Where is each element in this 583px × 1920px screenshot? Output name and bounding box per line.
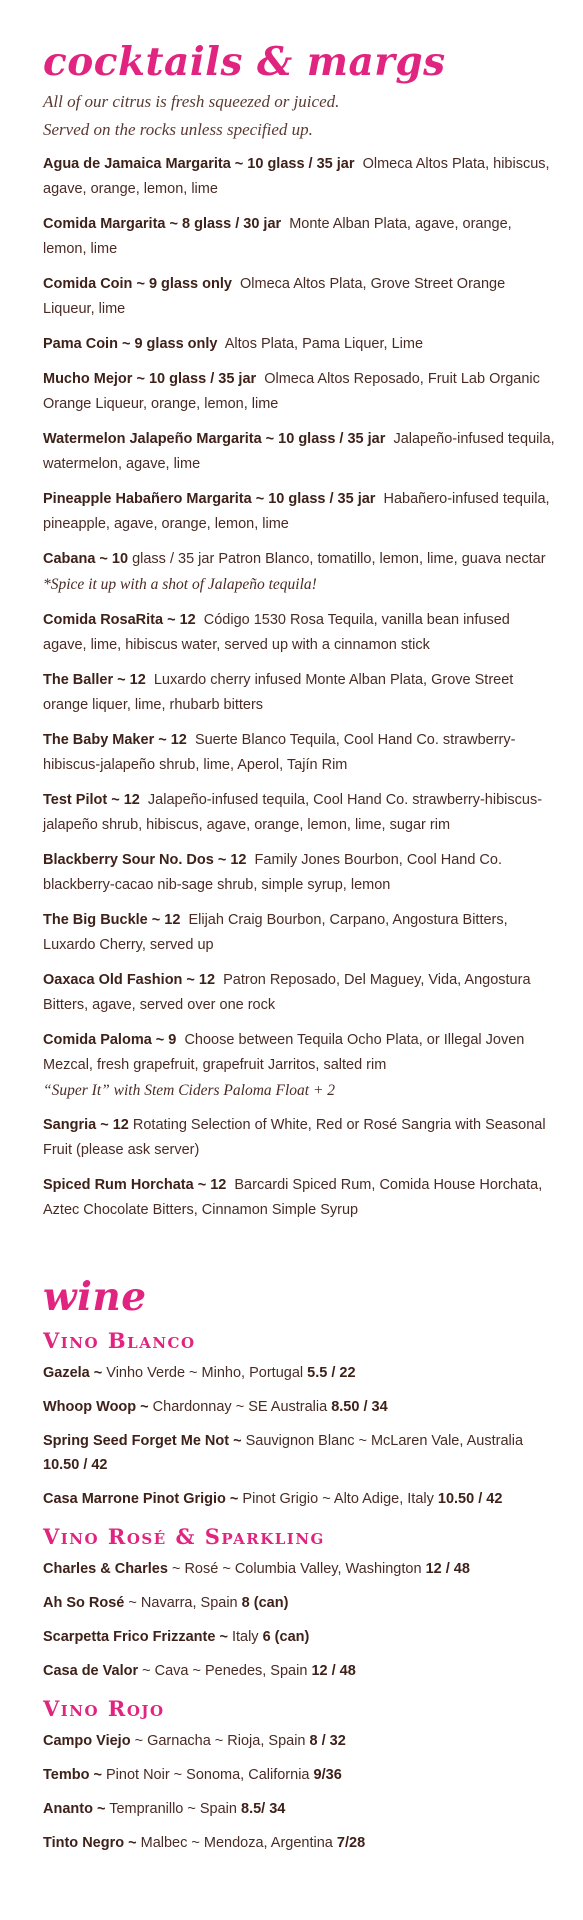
item-description: Monte Alban Plata, agave, orange, lemon, lime — [43, 216, 512, 257]
menu-item — [43, 608, 557, 658]
wine-item — [43, 1361, 557, 1385]
item-name: Watermelon Jalapeño Margarita ~ 10 glass / 35 jar — [43, 431, 386, 447]
item-description: Patron Reposado, Del Maguey, Vida, Angostura Bitters, agave, served over one rock — [43, 972, 531, 1013]
item-name: Comida Paloma ~ 9 — [43, 1032, 177, 1048]
item-name: Comida Margarita ~ 8 glass / 30 jar — [43, 216, 282, 232]
wine-name: Scarpetta Frico Frizzante ~ — [43, 1629, 228, 1645]
item-name: Test Pilot ~ 12 — [43, 792, 140, 808]
item-description: Jalapeño-infused tequila, watermelon, agave, lime — [43, 431, 555, 472]
item-name: Sangria ~ 12 — [43, 1117, 129, 1133]
wine-description: Pinot Grigio ~ Alto Adige, Italy — [242, 1491, 434, 1507]
wine-description: Vinho Verde ~ Minho, Portugal — [106, 1365, 304, 1381]
wine-description: ~ Rosé ~ Columbia Valley, Washington — [171, 1561, 422, 1577]
item-name: Pama Coin ~ 9 glass only — [43, 336, 218, 352]
wine-price: 9/36 — [313, 1767, 342, 1783]
item-description: Rotating Selection of White, Red or Rosé Sangria with Seasonal Fruit (please ask server) — [43, 1117, 546, 1158]
wine-description: Sauvignon Blanc ~ McLaren Vale, Australia — [245, 1433, 524, 1449]
item-description: Código 1530 Rosa Tequila, vanilla bean infused agave, lime, hibiscus water, served up with a cinnamon stick — [43, 612, 510, 653]
item-name: Spiced Rum Horchata ~ 12 — [43, 1177, 227, 1193]
cocktails-section — [43, 38, 557, 1233]
menu-item — [43, 1028, 557, 1103]
wine-price: 8.50 / 34 — [331, 1399, 388, 1415]
wine-title: wine — [43, 1274, 147, 1320]
wine-price: 8.5/ 34 — [241, 1801, 286, 1817]
wine-item — [43, 1797, 557, 1821]
wine-item — [43, 1831, 557, 1855]
menu-item — [43, 272, 557, 322]
cocktails-title: cocktails & margs — [43, 39, 446, 85]
wine-item — [43, 1591, 557, 1615]
menu-item — [43, 152, 557, 202]
item-name: Blackberry Sour No. Dos ~ 12 — [43, 852, 247, 868]
citrus-note: All of our citrus is fresh squeezed or juiced. — [43, 92, 340, 111]
item-description: Habañero-infused tequila, pineapple, agave, orange, lemon, lime — [43, 491, 550, 532]
wine-price: 12 / 48 — [311, 1663, 356, 1679]
wine-section — [43, 1273, 557, 1865]
cocktail-notes — [43, 88, 557, 144]
menu-item — [43, 908, 557, 958]
wine-name: Ananto ~ — [43, 1801, 106, 1817]
wine-price: 5.5 / 22 — [307, 1365, 356, 1381]
item-upgrade-note: “Super It” with Stem Ciders Paloma Float + 2 — [43, 1082, 336, 1099]
item-name: Comida RosaRita ~ 12 — [43, 612, 196, 628]
item-name: Cabana ~ 10 — [43, 551, 129, 567]
item-spice-note: *Spice it up with a shot of Jalapeño tequila! — [43, 576, 317, 593]
menu-item — [43, 1113, 557, 1163]
item-description: Olmeca Altos Plata, Grove Street Orange Liqueur, lime — [43, 276, 506, 317]
wine-price: 8 (can) — [241, 1595, 289, 1611]
menu-item — [43, 1173, 557, 1223]
wine-item — [43, 1625, 557, 1649]
menu-item — [43, 212, 557, 262]
wine-name: Casa Marrone Pinot Grigio ~ — [43, 1491, 239, 1507]
serving-note: Served on the rocks unless specified up. — [43, 120, 313, 139]
wine-description: Chardonnay ~ SE Australia — [152, 1399, 328, 1415]
wine-item — [43, 1763, 557, 1787]
item-name: The Baby Maker ~ 12 — [43, 732, 187, 748]
wine-item — [43, 1557, 557, 1581]
vino-blanco-heading: Vino Blanco — [43, 1328, 196, 1353]
wine-price: 8 / 32 — [309, 1733, 346, 1749]
wine-name: Campo Viejo — [43, 1733, 131, 1749]
wine-price: 7/28 — [336, 1835, 366, 1851]
item-description: Family Jones Bourbon, Cool Hand Co. blackberry-cacao nib-sage shrub, simple syrup, lemon — [43, 852, 502, 893]
item-name: Comida Coin ~ 9 glass only — [43, 276, 232, 292]
menu-item — [43, 427, 557, 477]
menu-item — [43, 367, 557, 417]
menu-item — [43, 487, 557, 537]
item-description: Altos Plata, Pama Liquer, Lime — [224, 336, 424, 352]
wine-item — [43, 1487, 557, 1511]
item-description: Barcardi Spiced Rum, Comida House Horchata, Aztec Chocolate Bitters, Cinnamon Simple Syrup — [43, 1177, 543, 1218]
wine-description: Tempranillo ~ Spain — [109, 1801, 237, 1817]
menu-item — [43, 547, 557, 598]
wine-description: ~ Navarra, Spain — [128, 1595, 238, 1611]
vino-rojo-heading: Vino Rojo — [43, 1696, 165, 1721]
item-description: Olmeca Altos Plata, hibiscus, agave, orange, lemon, lime — [43, 156, 550, 197]
wine-description: Malbec ~ Mendoza, Argentina — [140, 1835, 333, 1851]
wine-description: ~ Cava ~ Penedes, Spain — [142, 1663, 308, 1679]
wine-name: Gazela ~ — [43, 1365, 103, 1381]
menu-item — [43, 788, 557, 838]
wine-name: Casa de Valor — [43, 1663, 139, 1679]
item-name: Mucho Mejor ~ 10 glass / 35 jar — [43, 371, 257, 387]
wine-name: Charles & Charles — [43, 1561, 168, 1577]
menu-item — [43, 668, 557, 718]
menu-item — [43, 728, 557, 778]
vino-rose-sparkling-heading: Vino Rosé & Sparkling — [43, 1524, 325, 1549]
wine-item — [43, 1659, 557, 1683]
item-name: Pineapple Habañero Margarita ~ 10 glass / 35 jar — [43, 491, 376, 507]
item-description: Luxardo cherry infused Monte Alban Plata, Grove Street orange liquer, lime, rhubarb bitters — [43, 672, 514, 713]
item-name: The Big Buckle ~ 12 — [43, 912, 181, 928]
wine-price: 6 (can) — [262, 1629, 310, 1645]
item-description: Choose between Tequila Ocho Plata, or Illegal Joven Mezcal, fresh grapefruit, grapefruit Jarritos, salted rim — [43, 1032, 525, 1073]
wine-item — [43, 1729, 557, 1753]
item-description: Elijah Craig Bourbon, Carpano, Angostura Bitters, Luxardo Cherry, served up — [43, 912, 508, 953]
wine-price: 10.50 / 42 — [437, 1491, 503, 1507]
wine-description: Pinot Noir ~ Sonoma, California — [105, 1767, 310, 1783]
item-description: Suerte Blanco Tequila, Cool Hand Co. strawberry-hibiscus-jalapeño shrub, lime, Aperol, Tajín Rim — [43, 732, 516, 773]
item-description: Jalapeño-infused tequila, Cool Hand Co. strawberry-hibiscus-jalapeño shrub, hibiscus, agave, orange, lemon, lime, sugar rim — [43, 792, 543, 833]
item-name: Oaxaca Old Fashion ~ 12 — [43, 972, 216, 988]
wine-price: 10.50 / 42 — [43, 1457, 108, 1473]
wine-name: Tinto Negro ~ — [43, 1835, 137, 1851]
menu-item — [43, 332, 557, 357]
wine-price: 12 / 48 — [425, 1561, 470, 1577]
wine-name: Spring Seed Forget Me Not ~ — [43, 1433, 242, 1449]
wine-description: ~ Garnacha ~ Rioja, Spain — [134, 1733, 306, 1749]
menu-item — [43, 848, 557, 898]
wine-item — [43, 1429, 557, 1477]
wine-name: Tembo ~ — [43, 1767, 102, 1783]
menu-item — [43, 968, 557, 1018]
item-description: glass / 35 jar Patron Blanco, tomatillo, lemon, lime, guava nectar — [132, 551, 546, 567]
wine-description: Italy — [231, 1629, 259, 1645]
item-name: Agua de Jamaica Margarita ~ 10 glass / 35 jar — [43, 156, 355, 172]
item-name: The Baller ~ 12 — [43, 672, 146, 688]
wine-name: Whoop Woop ~ — [43, 1399, 149, 1415]
wine-item — [43, 1395, 557, 1419]
item-description: Olmeca Altos Reposado, Fruit Lab Organic Orange Liqueur, orange, lemon, lime — [43, 371, 540, 412]
wine-name: Ah So Rosé — [43, 1595, 125, 1611]
